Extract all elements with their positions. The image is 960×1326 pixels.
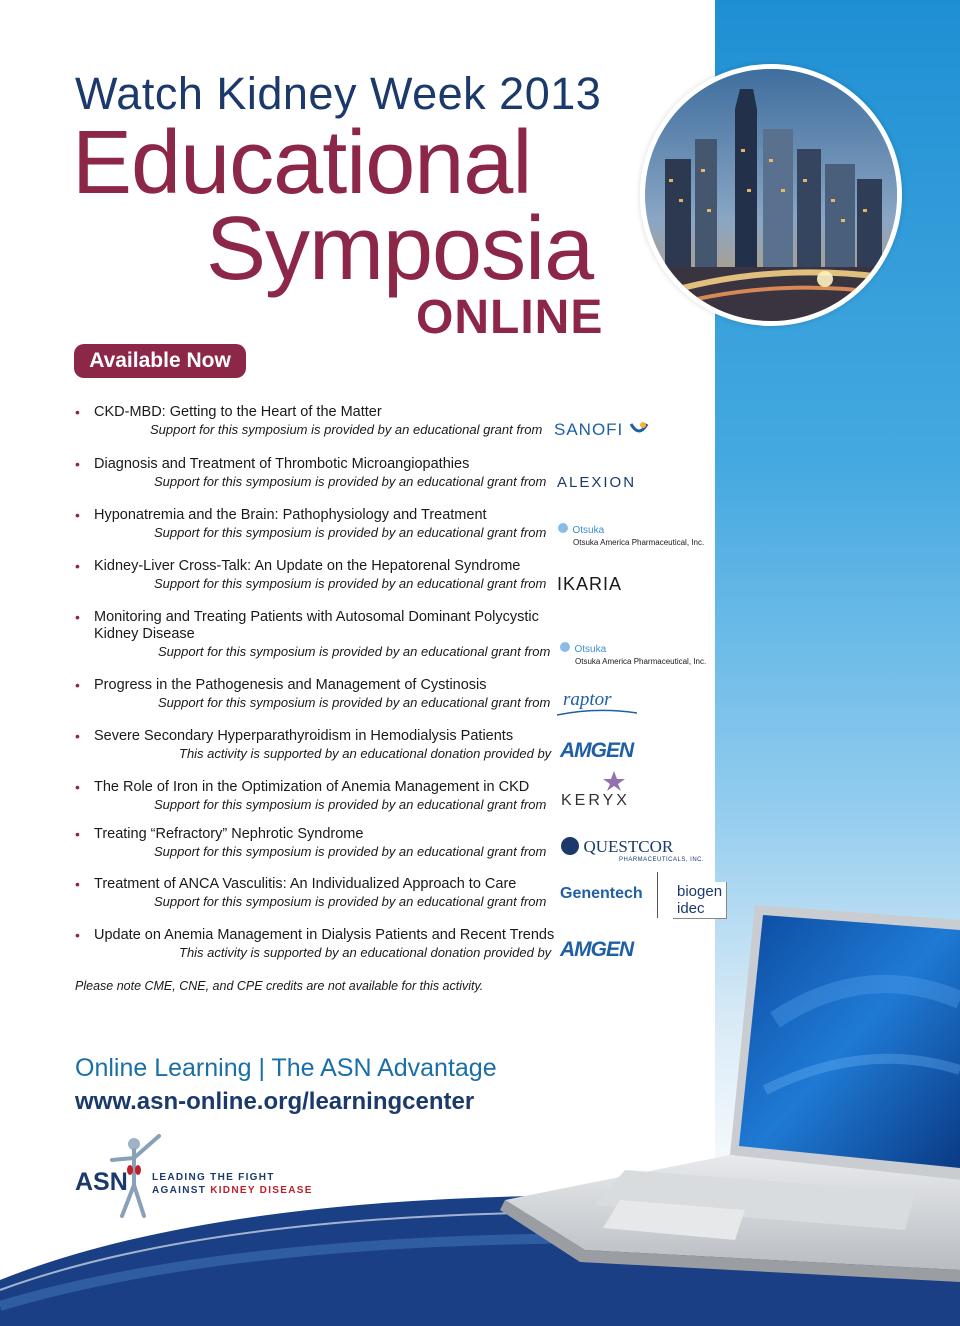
list-item [75, 677, 715, 728]
list-item [75, 779, 715, 826]
bullet-icon: • [75, 779, 80, 795]
sanofi-logo: SANOFI [554, 420, 649, 440]
bullet-icon: • [75, 456, 80, 472]
laptop-illustration [485, 900, 960, 1290]
symposium-support: Support for this symposium is provided by an educational grant from [154, 576, 547, 591]
header-line1: Watch Kidney Week 2013 [75, 68, 602, 119]
symposium-title[interactable]: The Role of Iron in the Optimization of Anemia Management in CKD [94, 779, 530, 795]
bullet-icon: • [75, 826, 80, 842]
symposium-title-cont[interactable]: Kidney Disease [94, 626, 195, 642]
symposium-support: Support for this symposium is provided by an educational grant from [154, 525, 547, 540]
bullet-icon: • [75, 507, 80, 523]
list-item [75, 558, 715, 609]
symposium-title[interactable]: Diagnosis and Treatment of Thrombotic Microangiopathies [94, 456, 470, 472]
keryx-logo: KERYX [561, 771, 630, 810]
symposium-title[interactable]: Progress in the Pathogenesis and Management of Cystinosis [94, 677, 487, 693]
otsuka-logo: Otsuka Otsuka America Pharmaceutical, Inc. [560, 639, 720, 666]
list-item [75, 404, 715, 456]
bullet-icon: • [75, 404, 80, 420]
ikaria-logo: IKARIA [557, 574, 623, 594]
title-online: ONLINE [416, 291, 604, 344]
list-item [75, 826, 715, 876]
amgen-logo: AMGEN [560, 938, 634, 961]
city-skyline-photo [640, 64, 902, 326]
symposium-title[interactable]: Kidney-Liver Cross-Talk: An Update on the Hepatorenal Syndrome [94, 558, 521, 574]
symposium-title[interactable]: Update on Anemia Management in Dialysis Patients and Recent Trends [94, 927, 555, 943]
list-item [75, 507, 715, 558]
symposium-support: This activity is supported by an educational donation provided by [179, 746, 552, 761]
bullet-icon: • [75, 558, 80, 574]
bullet-icon: • [75, 876, 80, 892]
symposium-support: This activity is supported by an educational donation provided by [179, 945, 552, 960]
title-educational: Educational [72, 113, 532, 213]
symposium-title[interactable]: Severe Secondary Hyperparathyroidism in Hemodialysis Patients [94, 728, 514, 744]
bullet-icon: • [75, 927, 80, 943]
credits-note: Please note CME, CNE, and CPE credits are not available for this activity. [75, 979, 484, 993]
symposium-support: Support for this symposium is provided by an educational grant from [158, 695, 551, 710]
symposium-title[interactable]: Treating “Refractory” Nephrotic Syndrome [94, 826, 364, 842]
symposium-support: Support for this symposium is provided by an educational grant from [150, 422, 543, 437]
raptor-logo: raptor [563, 689, 612, 711]
bullet-icon: • [75, 677, 80, 693]
questcor-logo: QUESTCOR PHARMACEUTICALS, INC. [561, 837, 704, 863]
list-item [75, 609, 715, 677]
symposium-title[interactable]: Monitoring and Treating Patients with Autosomal Dominant Polycystic [94, 609, 539, 625]
asn-tagline: LEADING THE FIGHT AGAINST KIDNEY DISEASE [152, 1172, 313, 1196]
bullet-icon: • [75, 609, 80, 625]
symposium-support: Support for this symposium is provided by an educational grant from [154, 474, 547, 489]
symposium-support: Support for this symposium is provided by an educational grant from [154, 894, 547, 909]
list-item [75, 456, 715, 507]
symposium-title[interactable]: CKD-MBD: Getting to the Heart of the Matter [94, 404, 382, 420]
otsuka-logo: Otsuka Otsuka America Pharmaceutical, Inc. [558, 520, 718, 547]
biogen-idec-logo: biogen idec [673, 882, 727, 919]
learning-center-link[interactable]: www.asn-online.org/learningcenter [75, 1088, 475, 1115]
bullet-icon: • [75, 728, 80, 744]
symposium-title[interactable]: Hyponatremia and the Brain: Pathophysiology and Treatment [94, 507, 487, 523]
symposium-title[interactable]: Treatment of ANCA Vasculitis: An Individualized Approach to Care [94, 876, 517, 892]
title-symposia: Symposia [206, 199, 594, 299]
tagline: Online Learning | The ASN Advantage [75, 1054, 497, 1082]
genentech-logo: Genentech [560, 885, 643, 902]
asn-wordmark: ASN [75, 1168, 128, 1196]
symposium-support: Support for this symposium is provided by an educational grant from [158, 644, 551, 659]
symposium-support: Support for this symposium is provided by an educational grant from [154, 797, 547, 812]
alexion-logo: ALEXION [557, 474, 637, 491]
symposium-support: Support for this symposium is provided by an educational grant from [154, 844, 547, 859]
amgen-logo: AMGEN [560, 739, 634, 762]
available-now-badge: Available Now [74, 344, 246, 378]
symposia-list [75, 404, 723, 967]
